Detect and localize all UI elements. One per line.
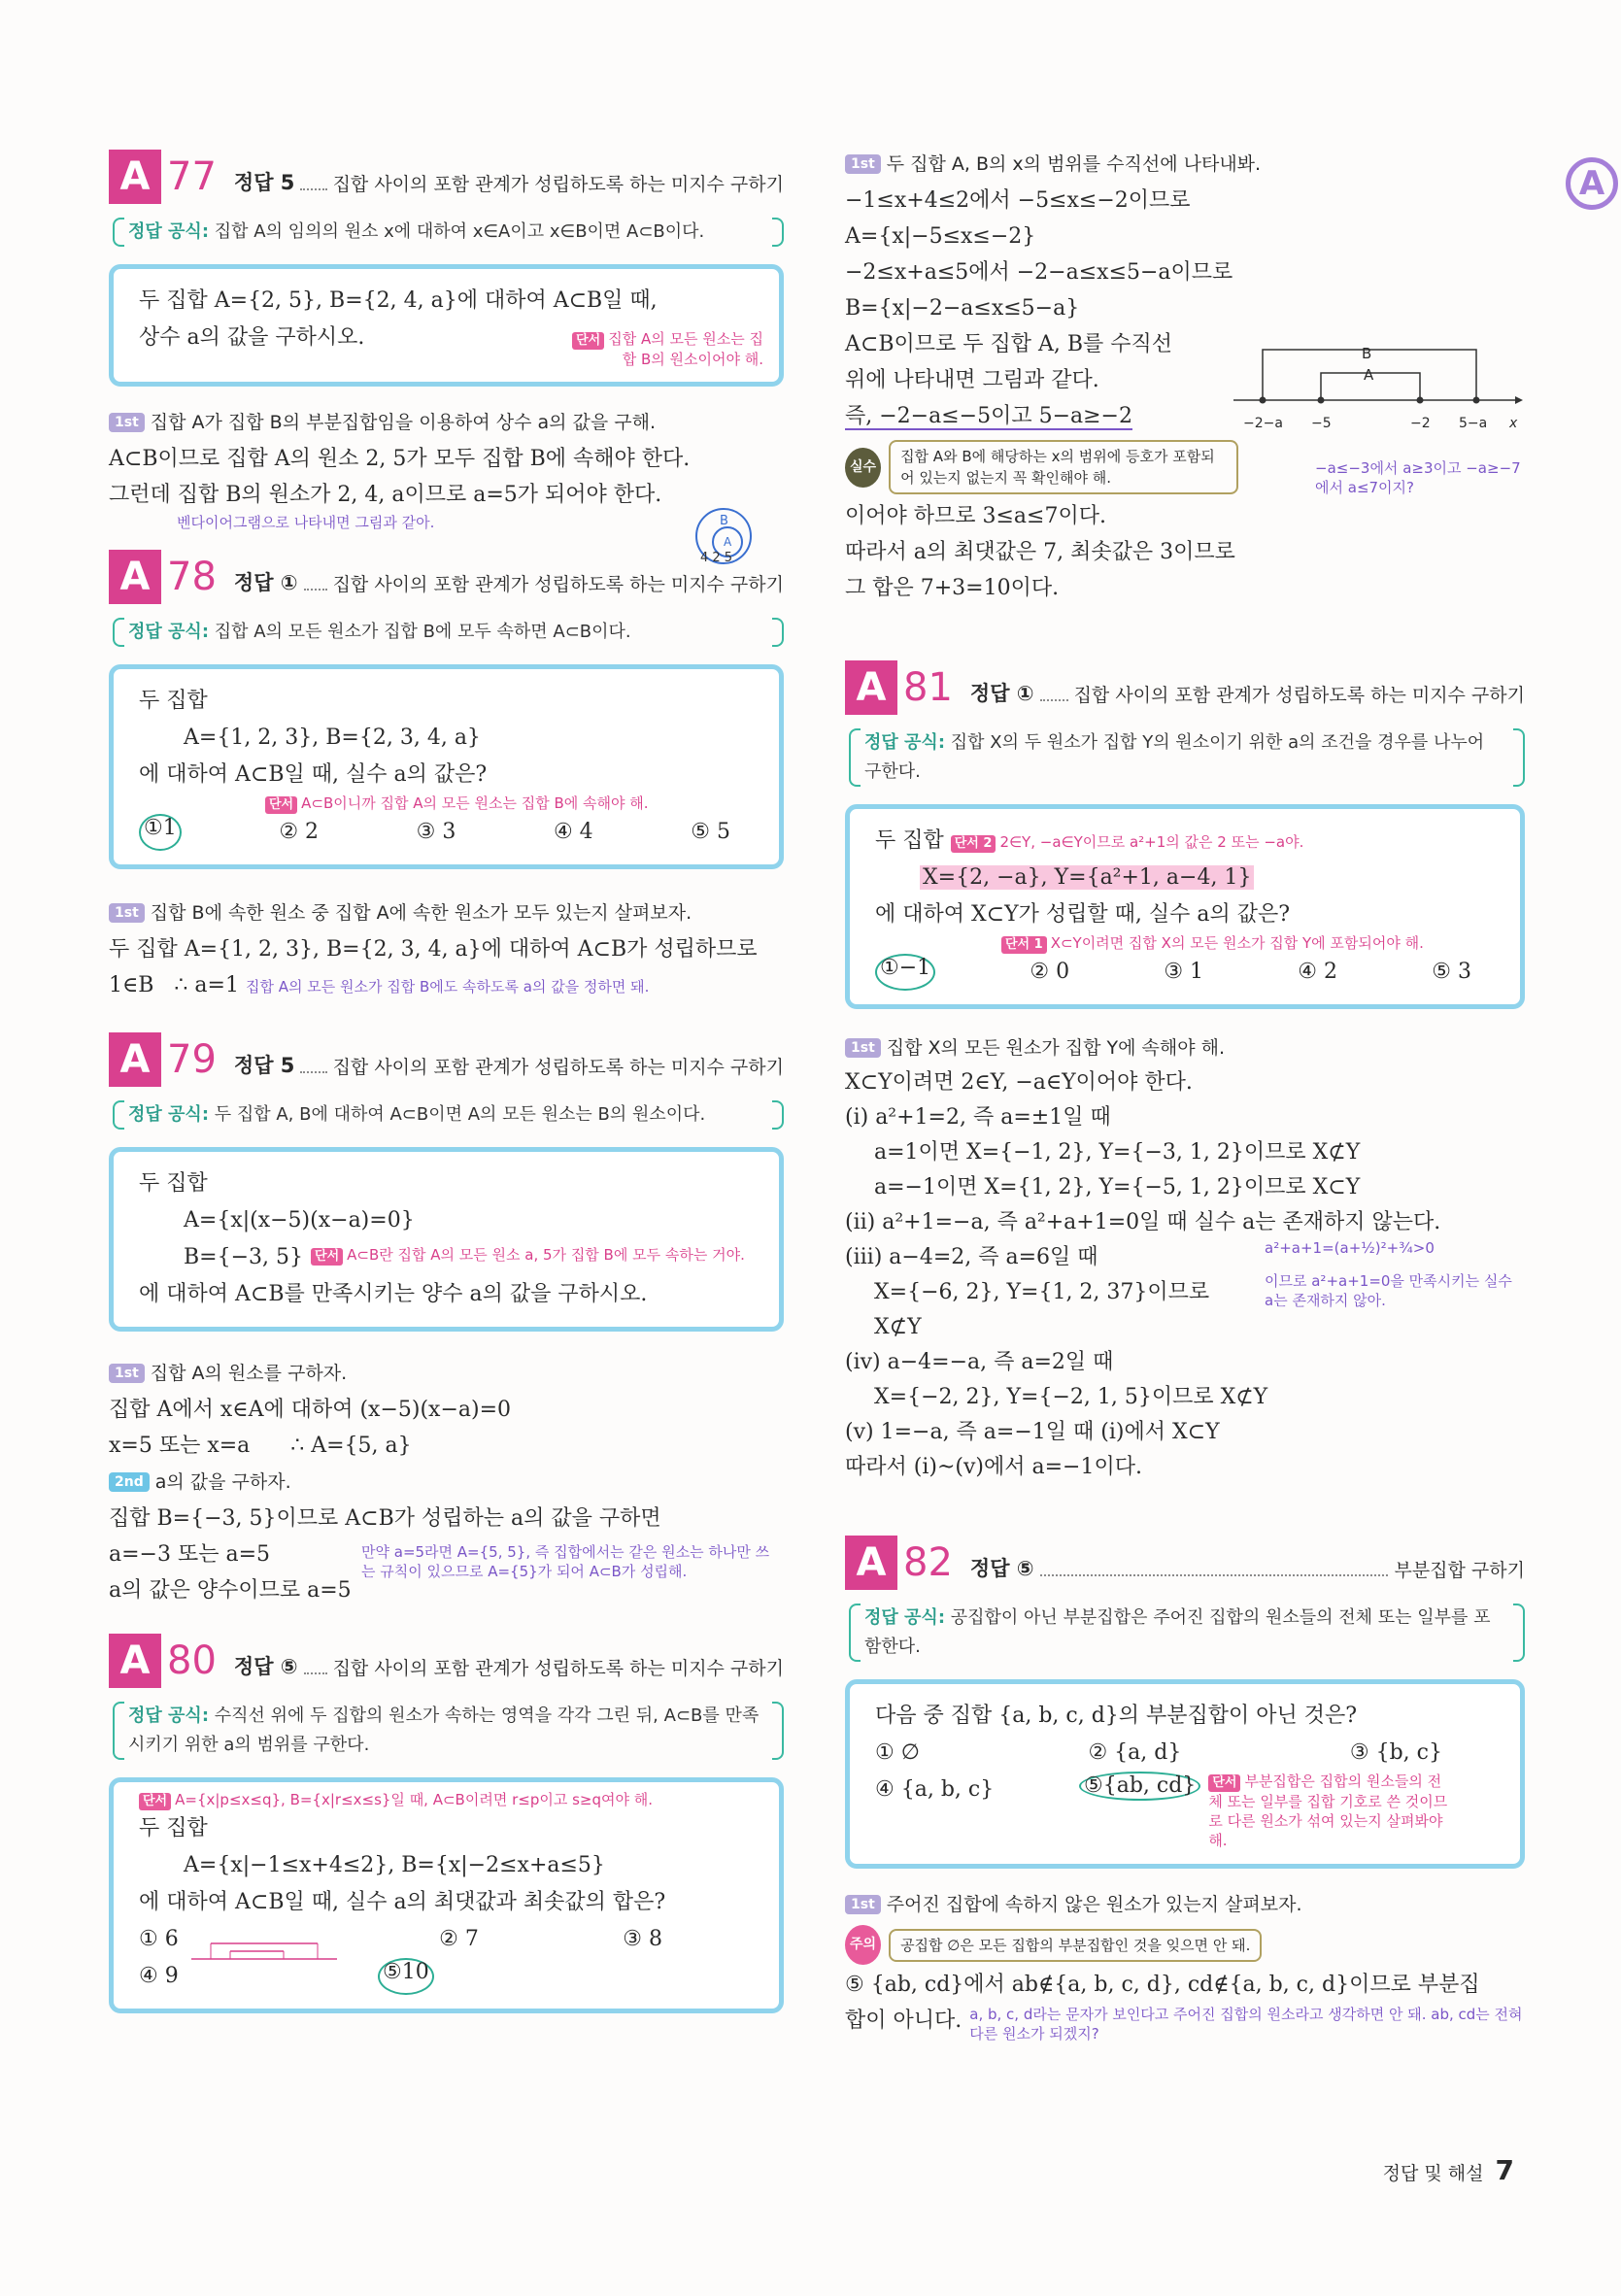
- formula-text: 집합 X의 두 원소가 집합 Y의 원소이기 위한 a의 조건을 경우를 나누어 구한다.: [864, 732, 1485, 782]
- topic: 부분집합 구하기: [1394, 1560, 1525, 1581]
- solution-line: 즉, −2−a≤−5이고 5−a≥−2: [845, 404, 1132, 428]
- choice-2[interactable]: ② 2: [279, 820, 320, 844]
- problem-77: [109, 146, 784, 565]
- choice-5[interactable]: ⑤ 3: [1432, 960, 1471, 984]
- answer: 정답 ①: [969, 682, 1034, 705]
- formula-box: [113, 214, 784, 251]
- right-column: [845, 146, 1525, 2043]
- question-line: B={−3, 5}: [184, 1245, 304, 1269]
- page-footer: [1383, 2154, 1514, 2186]
- step-badge: 1st: [109, 903, 145, 923]
- solution-line: A⊂B이므로 집합 A의 원소 2, 5가 모두 집합 B에 속해야 한다.: [109, 447, 691, 471]
- caution-icon: 주의: [845, 1925, 881, 1965]
- problem-80-solution: [845, 146, 1525, 606]
- venn-elements: 4 2 5: [700, 551, 733, 565]
- hint-2: [951, 833, 1304, 851]
- solution-line: a=1이면 X={−1, 2}, Y={−3, 1, 2}이므로 X⊄Y: [874, 1140, 1361, 1165]
- solution-line: 합이 아니다.: [845, 2009, 962, 2033]
- formula-box: [849, 1600, 1525, 1666]
- question-line: 에 대하여 A⊂B일 때, 실수 a의 값은?: [139, 762, 488, 787]
- solution-line: −2≤x+a≤5에서 −2−a≤x≤5−a이므로: [845, 260, 1233, 285]
- tick-label: 5−a: [1459, 416, 1488, 431]
- a-badge: A: [109, 1634, 161, 1688]
- note: 집합 A의 모든 원소가 집합 B에도 속하도록 a의 값을 정하면 돼.: [245, 978, 650, 996]
- hint-tag: 단서 2: [951, 835, 996, 853]
- note: 이므로 a²+a+1=0을 만족시키는 실수 a는 존재하지 않아.: [1265, 1272, 1512, 1309]
- step-text: a의 값을 구하자.: [154, 1471, 291, 1493]
- problem-number: 81: [903, 665, 953, 710]
- topic: 집합 사이의 포함 관계가 성립하도록 하는 미지수 구하기: [332, 174, 784, 195]
- venn-label-b: B: [720, 514, 728, 528]
- hint: [139, 1790, 760, 1810]
- problem-number: 78: [167, 555, 217, 599]
- formula-label: 정답 공식:: [864, 1607, 946, 1628]
- problem-79: [109, 1029, 784, 1608]
- footer-label: 정답 및 해설: [1382, 2163, 1484, 2184]
- answer: 정답 5: [233, 171, 295, 194]
- question-line: 두 집합 A={2, 5}, B={2, 4, a}에 대하여 A⊂B일 때,: [139, 288, 658, 313]
- question-line: 에 대하여 X⊂Y가 성립할 때, 실수 a의 값은?: [875, 902, 1291, 927]
- tick-label: −2−a: [1243, 416, 1283, 431]
- leader-dots: [300, 188, 326, 190]
- topic: 집합 사이의 포함 관계가 성립하도록 하는 미지수 구하기: [332, 1658, 784, 1679]
- problem-80: [109, 1630, 784, 2013]
- question-box: [109, 1147, 784, 1332]
- formula-text: 집합 A의 임의의 원소 x에 대하여 x∈A이고 x∈B이면 A⊂B이다.: [214, 221, 705, 242]
- question-line: A={x|−1≤x+4≤2}, B={x|−2≤x+a≤5}: [184, 1853, 605, 1877]
- formula-label: 정답 공식:: [128, 1104, 210, 1125]
- solution-line: A={x|−5≤x≤−2}: [845, 224, 1036, 249]
- solution-line: ⑤ {ab, cd}에서 ab∉{a, b, c, d}, cd∉{a, b, c, d}이므로 부분집: [845, 1973, 1480, 1997]
- number-line-diagram: [1233, 340, 1525, 431]
- hint-tag: 단서: [139, 1793, 171, 1810]
- hint-tag: 단서: [1208, 1774, 1240, 1792]
- solution-line: 집합 B={−3, 5}이므로 A⊂B가 성립하는 a의 값을 구하면: [109, 1506, 661, 1531]
- venn-label-a: A: [724, 535, 732, 549]
- answer: 정답 ⑤: [969, 1557, 1034, 1580]
- solution-line: X={−6, 2}, Y={1, 2, 37}이므로: [874, 1280, 1210, 1304]
- question-line: 두 집합: [139, 1816, 208, 1840]
- solution-line: (ⅱ) a²+1=−a, 즉 a²+a+1=0일 때 실수 a는 존재하지 않는다.: [845, 1210, 1441, 1234]
- tick-label: −2: [1410, 416, 1431, 431]
- choice-3[interactable]: ③ {b, c}: [1349, 1740, 1442, 1765]
- solution-line: (ⅲ) a−4=2, 즉 a=6일 때: [845, 1245, 1098, 1269]
- question-line: 두 집합: [875, 828, 944, 853]
- choice-2[interactable]: ② 0: [1030, 960, 1070, 984]
- question-line: 두 집합: [139, 689, 208, 713]
- topic: 집합 사이의 포함 관계가 성립하도록 하는 미지수 구하기: [332, 1057, 784, 1078]
- step-badge: 2nd: [109, 1472, 150, 1492]
- choice-1[interactable]: ① ∅: [875, 1740, 920, 1765]
- hint-text: 집합 A의 모든 원소는 집합 B의 원소이어야 해.: [608, 330, 763, 368]
- leader-dots: [304, 1672, 327, 1674]
- note: a, b, c, d라는 문자가 보인다고 주어진 집합의 원소라고 생각하면 안 돼. ab, cd는 전혀 다른 원소가 되겠지?: [969, 2006, 1523, 2043]
- choice-1[interactable]: ① 6: [139, 1927, 179, 1951]
- step-text: 주어진 집합에 속하지 않은 원소가 있는지 살펴보자.: [886, 1894, 1302, 1915]
- a-badge: A: [109, 550, 161, 604]
- step-text: 집합 A가 집합 B의 부분집합임을 이용하여 상수 a의 값을 구해.: [150, 412, 656, 433]
- hint-text: A⊂B이니까 집합 A의 모든 원소는 집합 B에 속해야 해.: [301, 794, 649, 812]
- formula-text: 두 집합 A, B에 대하여 A⊂B이면 A의 모든 원소는 B의 원소이다.: [214, 1104, 706, 1125]
- question-box: [845, 1679, 1525, 1869]
- choice-3[interactable]: ③ 1: [1164, 960, 1204, 984]
- solution-line: a의 값은 양수이므로 a=5: [109, 1578, 352, 1603]
- solution-line: X={−2, 2}, Y={−2, 1, 5}이므로 X⊄Y: [874, 1385, 1268, 1409]
- answer: 정답 ⑤: [233, 1655, 298, 1678]
- solution: [109, 895, 784, 1003]
- choices: [875, 1735, 1501, 1772]
- choice-4[interactable]: ④ 9: [139, 1964, 179, 1988]
- hint-text: X⊂Y이려면 집합 X의 모든 원소가 집합 Y에 포함되어야 해.: [1050, 934, 1424, 952]
- choices: [139, 814, 760, 851]
- topic: 집합 사이의 포함 관계가 성립하도록 하는 미지수 구하기: [1073, 685, 1525, 706]
- solution-line: 그런데 집합 B의 원소가 2, 4, a이므로 a=5가 되어야 한다.: [109, 483, 662, 507]
- solution-line: a=−1이면 X={1, 2}, Y={−5, 1, 2}이므로 X⊂Y: [874, 1175, 1361, 1199]
- hint-tag: 단서: [311, 1248, 343, 1266]
- formula-label: 정답 공식:: [128, 1705, 210, 1726]
- step-text: 집합 B에 속한 원소 중 집합 A에 속한 원소가 모두 있는지 살펴보자.: [150, 902, 692, 924]
- solution-line: (ⅰ) a²+1=2, 즉 a=±1일 때: [845, 1105, 1111, 1130]
- problem-number: 79: [167, 1037, 217, 1082]
- solution-line: 따라서 (ⅰ)~(ⅴ)에서 a=−1이다.: [845, 1455, 1142, 1479]
- question-box: [109, 1777, 784, 2013]
- topic: 집합 사이의 포함 관계가 성립하도록 하는 미지수 구하기: [332, 574, 784, 595]
- solution: [845, 1030, 1525, 1485]
- problem-number: 80: [167, 1638, 217, 1683]
- hint: [311, 1245, 745, 1266]
- leader-dots: [300, 1071, 326, 1073]
- solution-line: 위에 나타내면 그림과 같다.: [845, 368, 1099, 392]
- formula-text: 집합 A의 모든 원소가 집합 B에 모두 속하면 A⊂B이다.: [214, 622, 631, 642]
- formula-text: 공집합이 아닌 부분집합은 주어진 집합의 원소들의 전체 또는 일부를 포함한다.: [864, 1607, 1491, 1657]
- hint-text: 2∈Y, −a∈Y이므로 a²+1의 값은 2 또는 −a야.: [999, 833, 1304, 851]
- hint-tag: 단서 1: [1001, 936, 1047, 954]
- formula-label: 정답 공식:: [128, 221, 210, 242]
- question-line: 에 대하여 A⊂B를 만족시키는 양수 a의 값을 구하시오.: [139, 1282, 648, 1306]
- note: 만약 a=5라면 A={5, 5}, 즉 집합에서는 같은 원소는 하나만 쓰는 규칙이 있으므로 A={5}가 되어 A⊂B가 성립해.: [361, 1543, 770, 1580]
- choice-1[interactable]: ①1: [139, 814, 182, 851]
- solution-line: B={x|−2−a≤x≤5−a}: [845, 296, 1080, 321]
- choice-1[interactable]: ①−1: [875, 954, 935, 991]
- leader-dots: [1040, 699, 1068, 701]
- formula-text: 수직선 위에 두 집합의 원소가 속하는 영역을 각각 그린 뒤, A⊂B를 만족시키기 위한 a의 범위를 구한다.: [128, 1705, 760, 1755]
- solution-line: 이어야 하므로 3≤a≤7이다.: [845, 504, 1106, 528]
- note: a²+a+1=(a+½)²+¾>0: [1265, 1239, 1435, 1257]
- question-box: [109, 664, 784, 869]
- solution-line: x=5 또는 x=a ∴ A={5, a}: [109, 1434, 412, 1458]
- formula-box: [113, 1097, 784, 1133]
- solution-line: X⊄Y: [874, 1315, 922, 1339]
- step-text: 두 집합 A, B의 x의 범위를 수직선에 나타내봐.: [886, 153, 1262, 175]
- hint-text: A={x|p≤x≤q}, B={x|r≤x≤s}일 때, A⊂B이려면 r≤p이고 s≥q여야 해.: [175, 1791, 653, 1808]
- solution-line: (ⅴ) 1=−a, 즉 a=−1일 때 (ⅰ)에서 X⊂Y: [845, 1420, 1220, 1444]
- choice-4[interactable]: ④ 2: [1298, 960, 1338, 984]
- solution-line: X⊂Y이려면 2∈Y, −a∈Y이어야 한다.: [845, 1070, 1193, 1095]
- problem-82: [845, 1532, 1525, 2043]
- solution-line: 두 집합 A={1, 2, 3}, B={2, 3, 4, a}에 대하여 A⊂B가 성립하므로: [109, 937, 758, 962]
- formula-label: 정답 공식:: [128, 622, 210, 642]
- choice-5[interactable]: ⑤ 5: [691, 820, 730, 844]
- solution-line: −1≤x+4≤2에서 −5≤x≤−2이므로: [845, 188, 1191, 213]
- formula-box: [849, 725, 1525, 791]
- a-badge: A: [109, 1032, 161, 1087]
- solution-line: A⊂B이므로 두 집합 A, B를 수직선: [845, 332, 1173, 356]
- step-badge: 1st: [845, 154, 881, 174]
- step-text: 집합 A의 원소를 구하자.: [150, 1363, 348, 1384]
- a-badge: A: [109, 150, 161, 204]
- left-column: [109, 146, 784, 2031]
- problem-78: [109, 546, 784, 1003]
- hint: [1208, 1772, 1451, 1850]
- hint-tag: 단서: [265, 796, 297, 814]
- leader-dots: [1040, 1574, 1389, 1576]
- caution-icon: 실수: [845, 448, 881, 488]
- step-badge: 1st: [109, 1364, 145, 1383]
- hint-1: [875, 933, 1501, 954]
- choice-5[interactable]: ⑤10: [378, 1958, 434, 1995]
- step-badge: 1st: [845, 1038, 881, 1058]
- solution-line: 그 합은 7+3=10이다.: [845, 576, 1060, 600]
- formula-label: 정답 공식:: [864, 732, 946, 753]
- a-badge: A: [845, 660, 897, 715]
- question-box: [845, 804, 1525, 1009]
- solution-line: a=−3 또는 a=5: [109, 1542, 271, 1567]
- solution-line: 따라서 a의 최댓값은 7, 최솟값은 3이므로: [845, 540, 1235, 564]
- solution: [109, 1355, 784, 1608]
- formula-box: [113, 614, 784, 651]
- solution-line: (ⅳ) a−4=−a, 즉 a=2일 때: [845, 1350, 1114, 1374]
- axis-label-a: A: [1364, 366, 1374, 384]
- choice-2[interactable]: ② 7: [439, 1927, 479, 1951]
- a-badge: A: [845, 1536, 897, 1590]
- formula-box: [113, 1698, 784, 1764]
- question-line: 두 집합: [139, 1171, 208, 1196]
- question-line: 에 대하여 A⊂B일 때, 실수 a의 최댓값과 최솟값의 합은?: [139, 1890, 666, 1914]
- choices: [875, 954, 1501, 991]
- hint-number-line: [191, 1930, 337, 1978]
- problem-number: 82: [903, 1540, 953, 1585]
- choice-4[interactable]: ④ {a, b, c}: [875, 1777, 995, 1802]
- section-badge: A: [1566, 157, 1618, 210]
- question-line: A={1, 2, 3}, B={2, 3, 4, a}: [184, 726, 481, 750]
- solution: [109, 404, 784, 565]
- question-line: 다음 중 집합 {a, b, c, d}의 부분집합이 아닌 것은?: [875, 1704, 1358, 1728]
- choice-3[interactable]: ③ 3: [416, 820, 456, 844]
- step-text: 집합 X의 모든 원소가 집합 Y에 속해야 해.: [886, 1037, 1226, 1059]
- hint-tag: 단서: [572, 332, 604, 350]
- solution-line: 1∈B ∴ a=1: [109, 973, 239, 997]
- step-badge: 1st: [845, 1895, 881, 1914]
- question-line: A={x|(x−5)(x−a)=0}: [184, 1208, 415, 1232]
- note: 벤다이어그램으로 나타내면 그림과 같아.: [177, 514, 435, 531]
- tick-label: x: [1509, 416, 1518, 431]
- solution: [845, 1886, 1525, 2043]
- page-number: 7: [1495, 2154, 1514, 2186]
- caution-text: 집합 A와 B에 해당하는 x의 범위에 등호가 포함되어 있는지 없는지 꼭 확인해야 해.: [889, 440, 1238, 494]
- tick-label: −5: [1311, 416, 1332, 431]
- caution-text: 공집합 ∅은 모든 집합의 부분집합인 것을 잊으면 안 돼.: [889, 1929, 1262, 1962]
- problem-number: 77: [167, 154, 217, 199]
- hint-text: 부분집합은 집합의 원소들의 전체 또는 일부를 집합 기호로 쓴 것이므로 다른 원소가 섞여 있는지 살펴봐야 해.: [1208, 1773, 1448, 1849]
- hint: [139, 793, 760, 814]
- choice-3[interactable]: ③ 8: [623, 1927, 662, 1951]
- hint-text: A⊂B란 집합 A의 모든 원소 a, 5가 집합 B에 모두 속하는 거야.: [347, 1246, 745, 1264]
- question-line: 상수 a의 값을 구하시오.: [139, 325, 365, 350]
- note: −a≤−3에서 a≥3이고 −a≥−7에서 a≤7이지?: [1315, 459, 1521, 496]
- choice-5[interactable]: ⑤{ab, cd}: [1079, 1772, 1200, 1801]
- leader-dots: [304, 589, 327, 591]
- answer: 정답 5: [233, 1054, 295, 1077]
- hint: [559, 329, 763, 369]
- choice-2[interactable]: ② {a, d}: [1088, 1740, 1182, 1765]
- choice-4[interactable]: ④ 4: [553, 820, 593, 844]
- axis-label-b: B: [1362, 345, 1372, 362]
- answer: 정답 ①: [233, 571, 298, 594]
- question-box: [109, 264, 784, 387]
- solution-line: 집합 A에서 x∈A에 대하여 (x−5)(x−a)=0: [109, 1398, 512, 1422]
- problem-81: [845, 657, 1525, 1485]
- step-badge: 1st: [109, 413, 145, 432]
- question-line: X={2, −a}, Y={a²+1, a−4, 1}: [920, 865, 1254, 890]
